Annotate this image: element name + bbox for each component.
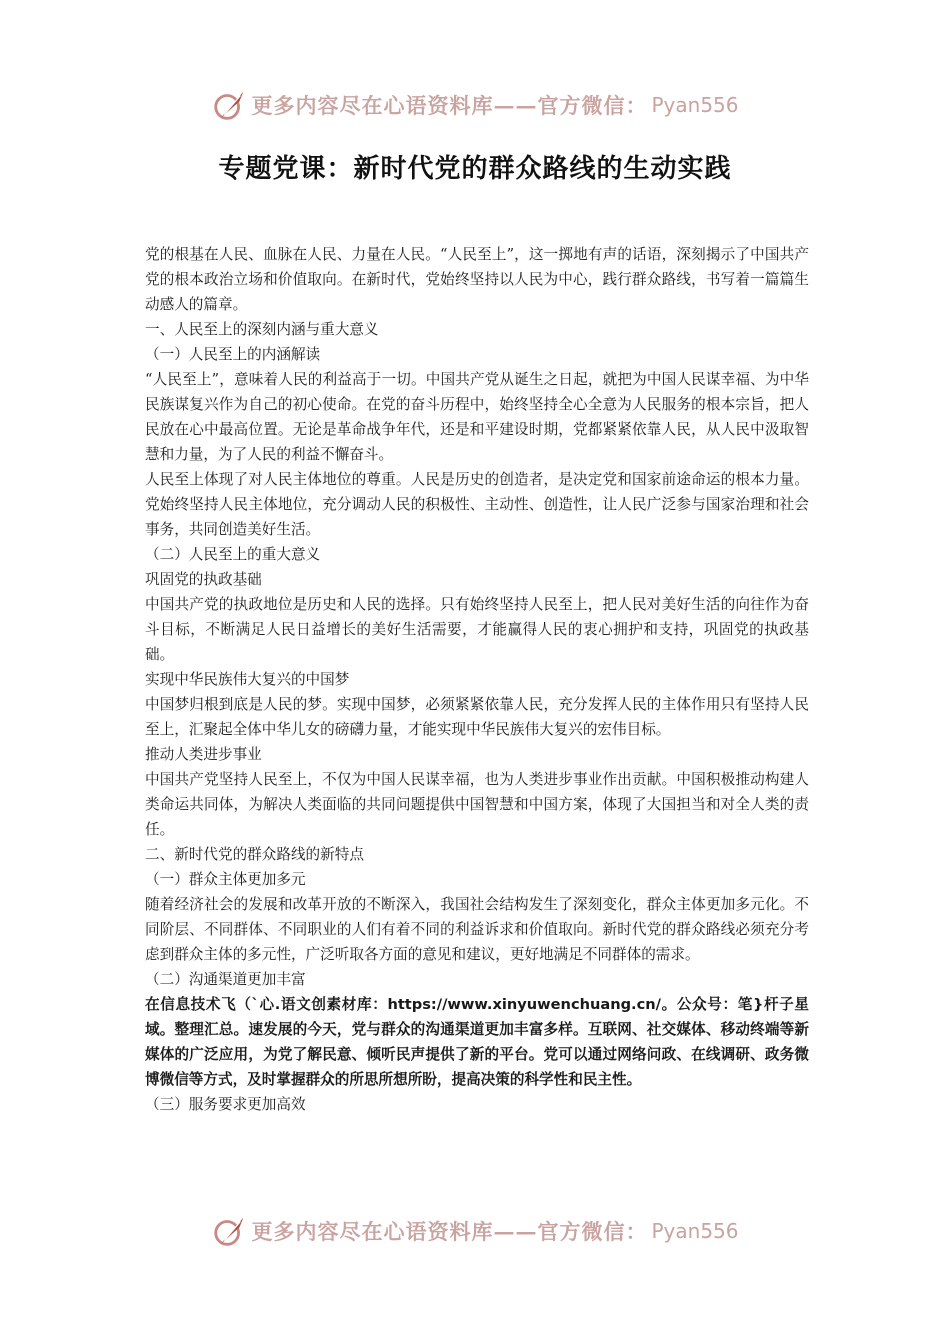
paragraph: “人民至上”，意味着人民的利益高于一切。中国共产党从诞生之日起，就把为中国人民谋幸福、为中华民族谋复兴作为自己的初心使命。在党的奋斗历程中，始终坚持全心全意为人民服务的根本宗旨，把人民放在心中最高位置。无论是革命战争年代，还是和平建设时期，党都紧紧依靠人民，从人民中汲取智慧和力量，为了人民的利益不懈奋斗。 [145,371,809,463]
paragraph: 中国梦归根到底是人民的梦。实现中国梦，必须紧紧依靠人民，充分发挥人民的主体作用只有坚持人民至上，汇聚起全体中华儿女的磅礴力量，才能实现中华民族伟大复兴的宏伟目标。 [145,696,809,738]
banner-wechat-id: Pyan556 [651,93,739,117]
quill-logo-icon [211,1212,249,1250]
highlighted-paragraph: 在信息技术飞（`心.语文创素材库：https://www.xinyuwenchuang.cn/。公众号：笔}杆子星域。整理汇总。速发展的今天，党与群众的沟通渠道更加丰富多样。互联网、社交媒体、移动终端等新媒体的广泛应用，为党了解民意、倾听民声提供了新的平台。党可以通过网络问政、在线调研、政务微博微信等方式，及时掌握群众的所思所想所盼，提高决策的科学性和民主性。 [145,996,809,1088]
page-title: 专题党课：新时代党的群众路线的生动实践 [218,154,732,184]
item-heading: 巩固党的执政基础 [145,571,262,588]
section-heading: 二、新时代党的群众路线的新特点 [145,846,364,863]
subsection-heading: （一）人民至上的内涵解读 [145,346,321,363]
subsection-heading: （二）沟通渠道更加丰富 [145,971,306,988]
subsection-heading: （二）人民至上的重大意义 [145,546,321,563]
document-body [145,242,809,1117]
subsection-heading: （一）群众主体更加多元 [145,871,306,888]
banner-text: 更多内容尽在心语资料库——官方微信： [251,1219,648,1244]
banner-text: 更多内容尽在心语资料库——官方微信： [251,93,648,118]
paragraph: 中国共产党坚持人民至上，不仅为中国人民谋幸福，也为人类进步事业作出贡献。中国积极推动构建人类命运共同体，为解决人类面临的共同问题提供中国智慧和中国方案，体现了大国担当和对全人类的责任。 [145,771,809,838]
item-heading: 实现中华民族伟大复兴的中国梦 [145,671,350,688]
item-heading: 推动人类进步事业 [145,746,262,763]
banner-wechat-id: Pyan556 [651,1219,739,1243]
footer-banner [0,1206,950,1256]
section-heading: 一、人民至上的深刻内涵与重大意义 [145,321,379,338]
header-banner [0,80,950,130]
paragraph: 人民至上体现了对人民主体地位的尊重。人民是历史的创造者，是决定党和国家前途命运的根本力量。党始终坚持人民主体地位，充分调动人民的积极性、主动性、创造性，让人民广泛参与国家治理和社会事务，共同创造美好生活。 [145,471,809,538]
quill-logo-icon [211,86,249,124]
paragraph: 中国共产党的执政地位是历史和人民的选择。只有始终坚持人民至上，把人民对美好生活的向往作为奋斗目标，不断满足人民日益增长的美好生活需要，才能赢得人民的衷心拥护和支持，巩固党的执政基础。 [145,596,809,663]
paragraph: 随着经济社会的发展和改革开放的不断深入，我国社会结构发生了深刻变化，群众主体更加多元化。不同阶层、不同群体、不同职业的人们有着不同的利益诉求和价值取向。新时代党的群众路线必须充分考虑到群众主体的多元性，广泛听取各方面的意见和建议，更好地满足不同群体的需求。 [145,896,809,963]
subsection-heading: （三）服务要求更加高效 [145,1096,306,1113]
paragraph: 党的根基在人民、血脉在人民、力量在人民。“人民至上”，这一掷地有声的话语，深刻揭示了中国共产党的根本政治立场和价值取向。在新时代，党始终坚持以人民为中心，践行群众路线，书写着一篇篇生动感人的篇章。 [145,246,809,313]
